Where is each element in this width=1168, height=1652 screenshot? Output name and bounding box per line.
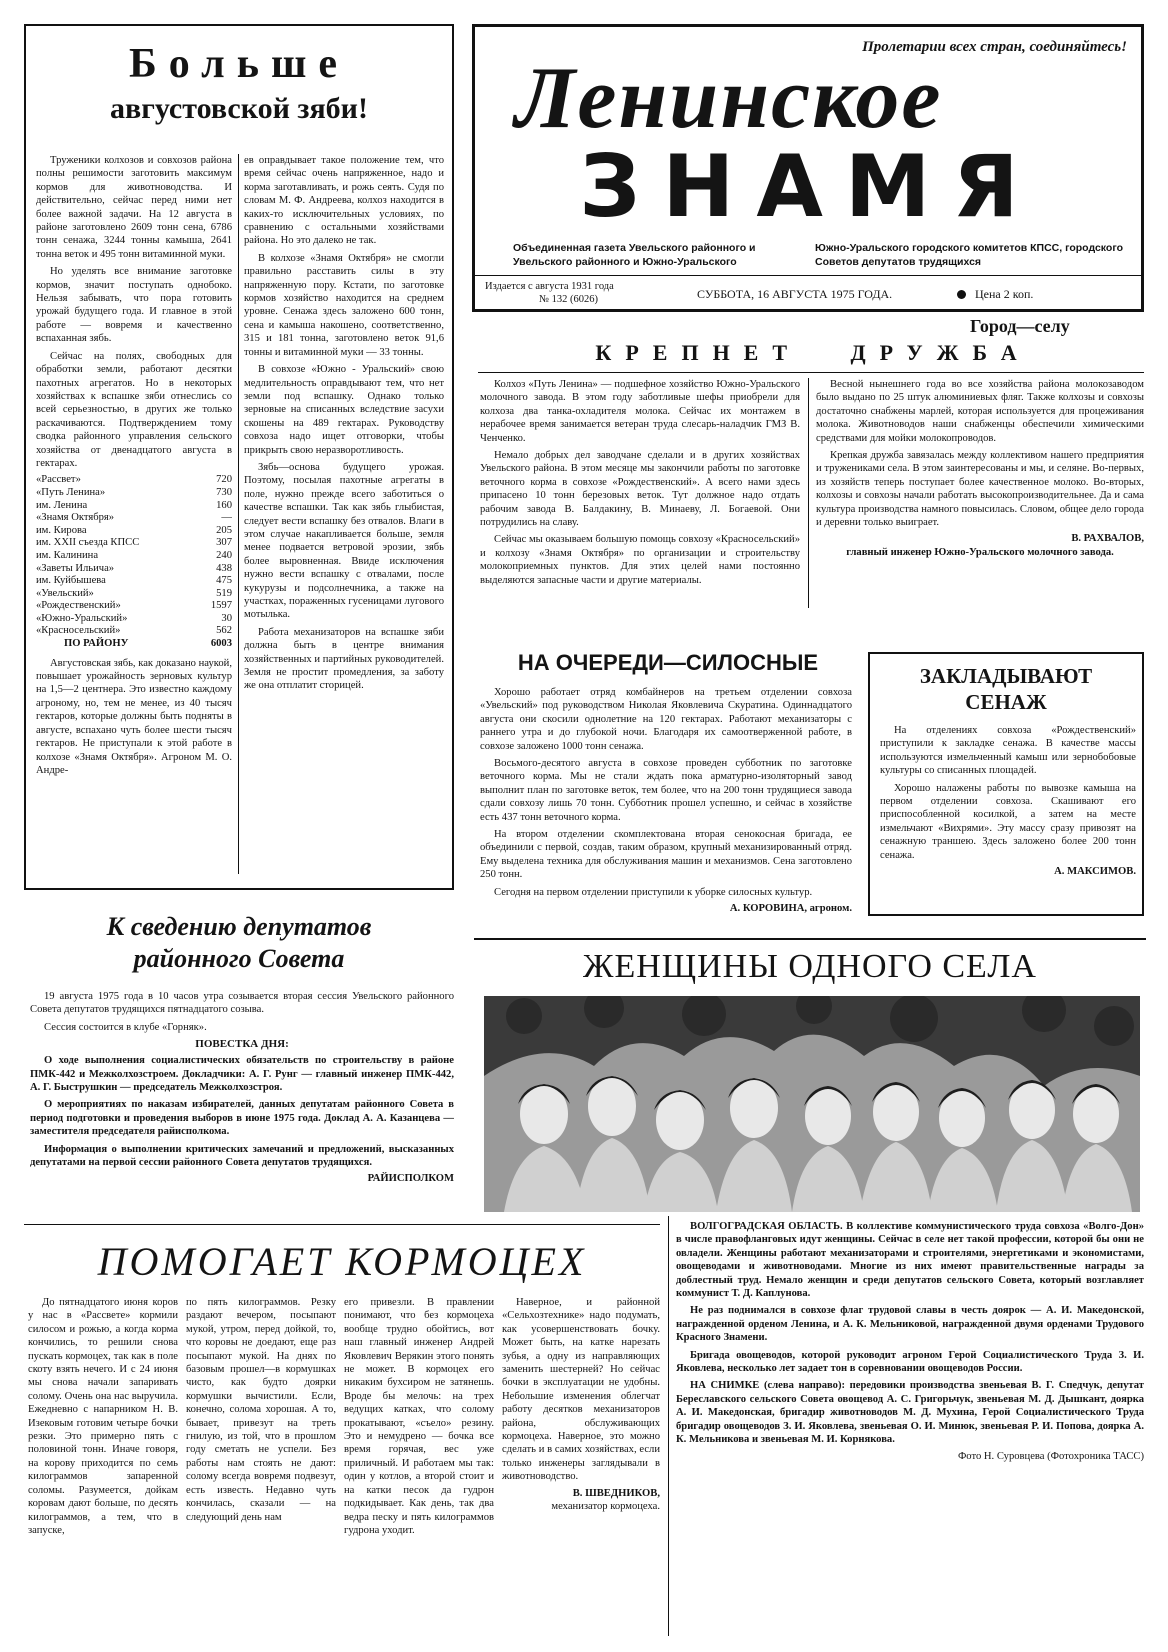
krepnet-paragraph: Немало добрых дел заводчане сделали и в других хозяйствах Увельского района. В этом месяце мы закончили работы по заготовке веточного корма в совхозе «Рождественский». А всего нами здесь припасено 10 тонн березовых веток. Тут должное надо отдать рабочим завода В. Балдакину, В. Минаеву, Л. Богаевой. Они потрудились на славу. — [480, 450, 800, 529]
silos-title: НА ОЧЕРЕДИ—СИЛОСНЫЕ — [517, 650, 819, 675]
editorial-paragraph: Но уделять все внимание заготовке кормов, значит поступать однобоко. Нельзя забывать, что пора готовить урожай будущего года. И главное в этой работе — вовремя и качественно вспаханная зябь. — [36, 266, 232, 345]
masthead-date: СУББОТА, 16 АВГУСТА 1975 ГОДА. — [697, 287, 893, 301]
krepnet-paragraph: Весной нынешнего года во все хозяйства района молокозаводом было выдано по 25 штук алюминиевых фляг. Также колхозы и совхозы достаточно снабжены марлей, которая используется для процеживания молока. Животноводов наши снабженцы обеспечили химическими средствами для мойки молокопроводов. — [816, 379, 1144, 444]
masthead-name-line2: ЗНАМЯ — [579, 137, 1041, 237]
senazh-paragraph: Хорошо налажены работы по вывозке камыша на первом отделении совхоза. Скашивают его приспособленной косилкой, а затем на месте измельчают «Вихрями». Эту массу сразу привозят на сенажную траншею. Здесь заложено более 200 тонн сенажа. — [880, 782, 1136, 861]
krepnet-paragraph: Крепкая дружба завязалась между коллективом нашего предприятия и тружениками села. В этом заинтересованы и мы, и селяне. Во-первых, из хозяйств теперь поступает более качественное молоко. Во-вторых, колхозы и совхозы начали работать высокопроизводительнее. Да и сама культура производства намного повысилась. Словом, общее дело города и деревни только выиграет. — [816, 450, 1144, 529]
kormoceh-column-4 — [502, 1296, 660, 1636]
masthead — [472, 24, 1144, 312]
masthead-subtitle-left: Объединенная газета Увельского районного и Увельского районного и Южно-Уральского — [513, 242, 756, 268]
zyab-table — [36, 474, 232, 650]
masthead-price: Цена 2 коп. — [975, 287, 1034, 301]
deputies-paragraph: 19 августа 1975 года в 10 часов утра созывается вторая сессия Увельского районного Совета депутатов трудящихся пятнадцатого созыва. — [30, 991, 454, 1016]
table-row: им. Калинина 240 — [36, 549, 232, 561]
gorod-selu-rubric: Город—селу — [970, 316, 1070, 336]
deputies-body — [30, 990, 454, 1220]
editorial-paragraph: ев оправдывает такое положение тем, что время сейчас очень напряженное, надо и корма заготавливать, и рожь сеять. Судя по словам М. Ф. Андреева, колхоз находится в каких-то исключительных условиях, по сравнению с остальными хозяйствами района. Но это далеко не так. — [244, 155, 444, 247]
masthead-name-line1: Ленинское — [515, 50, 943, 147]
deputies-paragraph: Сессия состоится в клубе «Горняк». — [44, 1021, 207, 1033]
women-paragraph: Не раз поднимался в совхозе флаг трудовой славы в честь доярок — А. И. Македонской, награжденной орденом Ленина, и А. К. Мельниковой, награжденной двумя орденами Трудового Красного Знамени. — [676, 1305, 1144, 1344]
column-divider — [238, 154, 239, 874]
deputies-agenda-item: О мероприятиях по наказам избирателей, данных депутатам районного Совета в период подготовки и проведения выборов в июне 1975 года. Доклад А. А. Казанцева — заместителя председателя райисполкома. — [30, 1099, 454, 1138]
bullet-dot-icon — [957, 290, 966, 299]
table-row: «Южно-Уральский» 30 — [36, 612, 232, 624]
senazh-title-line1: ЗАКЛАДЫВАЮТ — [919, 664, 1093, 688]
women-left-rule — [668, 1216, 669, 1636]
editorial-paragraph: Августовская зябь, как доказано наукой, повышает урожайность зерновых культур на 1,5—2 центнера. Это известно каждому агроному, но, тем не менее, из 40 тысяч гектаров, которые должны быть подняты в августе, вспахано чуть более шести тысяч гектаров. Не приступали к этой работе в колхозе «Знамя Октября». Агроном М. О. Андре- — [36, 657, 232, 776]
editorial-box — [24, 24, 454, 890]
women-photo — [484, 996, 1140, 1212]
table-row: «Красносельский» 562 — [36, 625, 232, 637]
editorial-column-left — [36, 154, 232, 884]
silos-signature: А. КОРОВИНА, агроном. — [729, 903, 852, 915]
senazh-title-line2: СЕНАЖ — [965, 690, 1047, 714]
women-body — [676, 1220, 1144, 1634]
masthead-divider — [475, 275, 1141, 276]
kormoceh-paragraph: Наверное, и районной «Сельхозтехнике» надо подумать, как усовершенствовать бочку. Может быть, на катке нарезать зубья, а одну из направляющих заменить шестерней? Но сейчас бочки в эксплуатации не удобны. Небольшие изменения облегчат работу десятков механизаторов района, обслуживающих кормоцеха. Наверное, это можно сделать и в самих хозяйствах, если только инженеры заглядывали в животноводство. — [502, 1297, 660, 1483]
editorial-paragraph: В колхозе «Знамя Октября» не смогли правильно расставить силы в эту напряженную пору. Кстати, по заготовке кормов хозяйство находится на среднем уровне. Сенажа здесь заложено 600 тонн, сена и камыша накошено, соответственно, 315 и 181 тонна, заготовлено веток 91,6 тонны и витаминной муки — 33 тонны. — [244, 252, 444, 358]
senazh-box — [868, 652, 1144, 916]
masthead-subtitle-right: Южно-Уральского городского комитетов КПСС, городского Советов депутатов трудящихся — [815, 242, 1123, 268]
title-rule — [478, 372, 1144, 373]
kormoceh-title: ПОМОГАЕТ КОРМОЦЕХ — [97, 1239, 587, 1284]
editorial-paragraph: Зябь—основа будущего урожая. Поэтому, посылая пахотные агрегаты в поле, нужно прежде всего заботиться о качестве вспашки. Так как зябь глыбистая, следует вести вспашку без отвалов. Влаги в этом случае накапливается больше, земля менее подвается ветровой эрозии, зябь более выровненная. Ввиде исключения нужно вести вспашку с отвалами, после кукурузы и подсолнечника, а также на участках, пораженных гусеницами лугового мотылька. — [244, 461, 444, 621]
masthead-issue: № 132 (6026) — [539, 294, 599, 305]
krepnet-signature: В. РАХВАЛОВ, — [1071, 533, 1144, 545]
editorial-paragraph: В совхозе «Южно - Уральский» свою медлительность оправдывают тем, что нет земли под вспашку. Однако только зерновые на списанных вследствие засухи скошены на 489 гектарах. Руководству совхоза надо ищет отговорки, чтобы прикрыть свою неразворотливость. — [244, 364, 444, 456]
kormoceh-signature: В. ШВЕДНИКОВ, — [572, 1487, 660, 1499]
senazh-paragraph: На отделениях совхоза «Рождественский» приступили к закладке сенажа. В качестве массы используются измельченный камыш или зернобобовые культуры со списанных площадей. — [880, 725, 1136, 777]
editorial-paragraph: Работа механизаторов на вспашке зяби должна быть в центре внимания хозяйственных и партийных руководителей. Земля не простит промедления, за заботу же она отплатит сторицей. — [244, 626, 444, 692]
deputies-agenda-item: Информация о выполнении критических замечаний и предложений, высказанных депутатами на первой сессии районного Совета депутатов трудящихся. — [30, 1143, 454, 1169]
table-row: им. XXII съезда КПСС 307 — [36, 537, 232, 549]
krepnet-column-left — [480, 378, 800, 618]
editorial-paragraph: Сейчас на полях, свободных для обработки земли, работают десятки пахотных агрегатов. Но в некоторых хозяйствах к вспашке зяби отнеслись со всей серьезностью, в других же только раскачиваются. Подтверждением тому сводка районного управления сельского хозяйства от двенадцатого августа в гектарах. — [36, 350, 232, 469]
table-row: «Путь Ленина» 730 — [36, 486, 232, 498]
deputies-signature: РАЙИСПОЛКОМ — [367, 1173, 454, 1185]
table-row: им. Кирова 205 — [36, 524, 232, 536]
silos-body — [480, 686, 852, 926]
kormoceh-column-3 — [344, 1296, 494, 1636]
table-row: «Увельский» 519 — [36, 587, 232, 599]
table-total-row: ПО РАЙОНУ 6003 — [64, 638, 232, 650]
deputies-agenda: ПОВЕСТКА ДНЯ: — [195, 1038, 289, 1051]
table-row: им. Ленина 160 — [36, 499, 232, 511]
deputies-title-line1: К сведению депутатов — [106, 912, 372, 941]
women-paragraph: Бригада овощеводов, которой руководит агроном Герой Социалистического Труда З. И. Яковлева, несколько лет задает тон в соревновании овощеводов России. — [676, 1349, 1144, 1375]
senazh-body — [880, 724, 1136, 912]
masthead-founded: Издается с августа 1931 года — [485, 281, 614, 292]
table-row: «Знамя Октября» — — [36, 512, 232, 524]
kormoceh-paragraph: его привезли. В правлении понимают, что без кормоцеха вообще трудно обойтись, вот наш главный инженер Андрей Яковлевич Верякин этого понять не может. В кормоцех его никаким бухсиром не затянешь. Вроде бы мелочь: на трех ведущих катках, что солому прокатывают, «съело» резину. Это и немудрено — бочка все время горячая, вес уже приличный. И работаем мы так: один у котлов, а второй стоит и на катки песок да гудрон подкидывает. Как день, так два ведра песку и пять килограммов гудрона уходит. — [344, 1297, 494, 1536]
table-row: «Рождественский» 1597 — [36, 600, 232, 612]
krepnet-signature-position: главный инженер Южно-Уральского молочного завода. — [846, 547, 1114, 559]
krepnet-paragraph: Колхоз «Путь Ленина» — подшефное хозяйство Южно-Уральского молочного завода. В этом году заботливые шефы приобрели для колхоза два танка-охладителя молока. Сейчас их монтажем в нерабочее время занимается ветеран труда слесарь-наладчик ГМЗ В. Ченченко. — [480, 379, 800, 444]
krepnet-druzhba-title: КРЕПНЕТ ДРУЖБА — [595, 340, 1031, 365]
women-title: ЖЕНЩИНЫ ОДНОГО СЕЛА — [583, 948, 1037, 985]
table-row: «Заветы Ильича» 438 — [36, 562, 232, 574]
kormoceh-column-2 — [186, 1296, 336, 1636]
editorial-title-line1: Больше — [128, 41, 350, 87]
editorial-column-right — [244, 154, 444, 884]
women-photo-image — [484, 996, 1140, 1212]
silos-paragraph: Хорошо работает отряд комбайнеров на третьем отделении совхоза «Увельский» под руководством Николая Яковлевича Скуратина. Одиннадцатого августа они скосили однолетние на 120 гектарах. Работают механизаторы с раннего утра и до глубокой ночи. Благодаря их самоотверженной работе, в совхозе заложено 1000 тонн сенажа. — [480, 687, 852, 752]
krepnet-column-right — [816, 378, 1144, 618]
kormoceh-column-1 — [28, 1296, 178, 1636]
kormoceh-paragraph: До пятнадцатого июня коров у нас в «Рассвете» кормили силосом и рожью, а когда корма кончились, то решили снова пускать кормоцех, так как в поле скоту взять нечего. И с 24 июня мы снова начали запаривать солому. Очень она нас выручила. Ежедневно с напарником Н. В. Изековым готовим четыре бочки резки. Это примерно пять с половиной тонн. Иначе говоря, на корову приходится по семь килограммов запаренной соломы. Разумеется, дойкам коровам дают больше, по десять килограммов, а тем, что в запуске, — [28, 1297, 178, 1536]
silos-paragraph: Сегодня на первом отделении приступили к уборке силосных культур. — [494, 886, 813, 898]
deputies-agenda-item: О ходе выполнения социалистических обязательств по строительству в районе ПМК-442 и Межколхозстроем. Докладчики: А. Г. Рунг — главный инженер ПМК-442, А. Г. Быструшкин — председатель Межколхозстроя. — [30, 1055, 454, 1094]
silos-paragraph: На втором отделении скомплектована вторая сенокосная бригада, ее объединили с первой, создав, таким образом, крупный механизированный отряд. Ему выделена техника для обслуживания машин и механизмов. Сена заготовлено 250 тонн. — [480, 829, 852, 881]
silos-paragraph: Восьмого-десятого августа в совхозе проведен субботник по заготовке веточного корма. Мы не стали ждать пока арматурно-изоляторный завод выполнит план по заготовке веток, тем более, что на 200 тонн трудящиеся завода сдали совхозу лишь 70 тонн. Субботник прошел успешно, и сейчас в хозяйстве есть 437 тонн веточного корма. — [480, 758, 852, 823]
masthead-slogan: Пролетарии всех стран, соединяйтесь! — [862, 39, 1127, 55]
table-row: им. Куйбышева 475 — [36, 575, 232, 587]
kormoceh-top-rule — [24, 1224, 660, 1225]
kormoceh-paragraph: по пять килограммов. Резку раздают вечером, посыпают мукой, утром, перед дойкой, то, что коровы не доедают, еще раз посыпают мукой. На днях по базовым прошел—в кормушках чисто, как будто доярки кормушки вычистили. Если, конечно, солома хорошая. А то, бывает, привезут на треть гнилую, из той, что в прошлом году сметать не успели. Без работы нам стоять не дают: солому всегда вовремя подвезут, есть известь. Недавно чуть кончилась, сказали — на следующий день нам — [186, 1297, 336, 1523]
editorial-paragraph: Труженики колхозов и совхозов района полны решимости заготовить максимум кормов для животноводства. И действительно, сейчас перед ними нет более важной задачи. На 12 августа в районе заготовлено 2609 тонн сена, 6786 тонн сенажа, 3244 тонны камыша, 2641 тонна веток и 495 тонн витаминной муки. — [36, 155, 232, 260]
senazh-signature: А. МАКСИМОВ. — [1054, 866, 1136, 878]
women-top-rule — [474, 938, 1146, 940]
column-divider — [808, 378, 809, 608]
women-paragraph: ВОЛГОГРАДСКАЯ ОБЛАСТЬ. В коллективе коммунистического труда совхоза «Волго-Дон» в числе правофланговых идут женщины. Сейчас в селе нет такой профессии, которой бы они не овладели. Женщины работают механизаторами и строителями, энергетиками и экономистами, овощеводами и животноводами. Многие из них имеют правительственные награды за доблестный труд. Немало женщин и среди депутатов сельского Совета, который возглавляет коммунист Т. Д. Каплунова. — [676, 1221, 1144, 1300]
editorial-title-line2: августовской зяби! — [110, 92, 368, 125]
women-caption: НА СНИМКЕ (слева направо): передовики производства звеньевая В. Г. Спедчук, депутат Береславского сельского Совета овощевод А. С. Григорьчук, звеньевая М. Д. Дышкант, доярка А. И. Македонская, бригадир животноводов М. Д. Мухина, Герой Социалистического Труда бригадир овощеводов З. И. Яковлева, звеньевая О. И. Минюк, звеньевая Р. И. Попова, доярка А. К. Мельникова и звеньевая М. И. Корнякова. — [676, 1380, 1144, 1446]
photo-credit: Фото Н. Суровцева (Фотохроника ТАСС) — [957, 1450, 1144, 1462]
deputies-title-line2: районного Совета — [133, 944, 345, 973]
kormoceh-signature-position: механизатор кормоцеха. — [551, 1500, 660, 1512]
table-row: «Рассвет» 720 — [36, 474, 232, 486]
krepnet-paragraph: Сейчас мы оказываем большую помощь совхозу «Красносельский» и колхозу «Знамя Октября» по организации и строительству молокоприемных пунктов. Для этих целей нами постоянно выделяются запасные части и другие материалы. — [480, 534, 800, 586]
